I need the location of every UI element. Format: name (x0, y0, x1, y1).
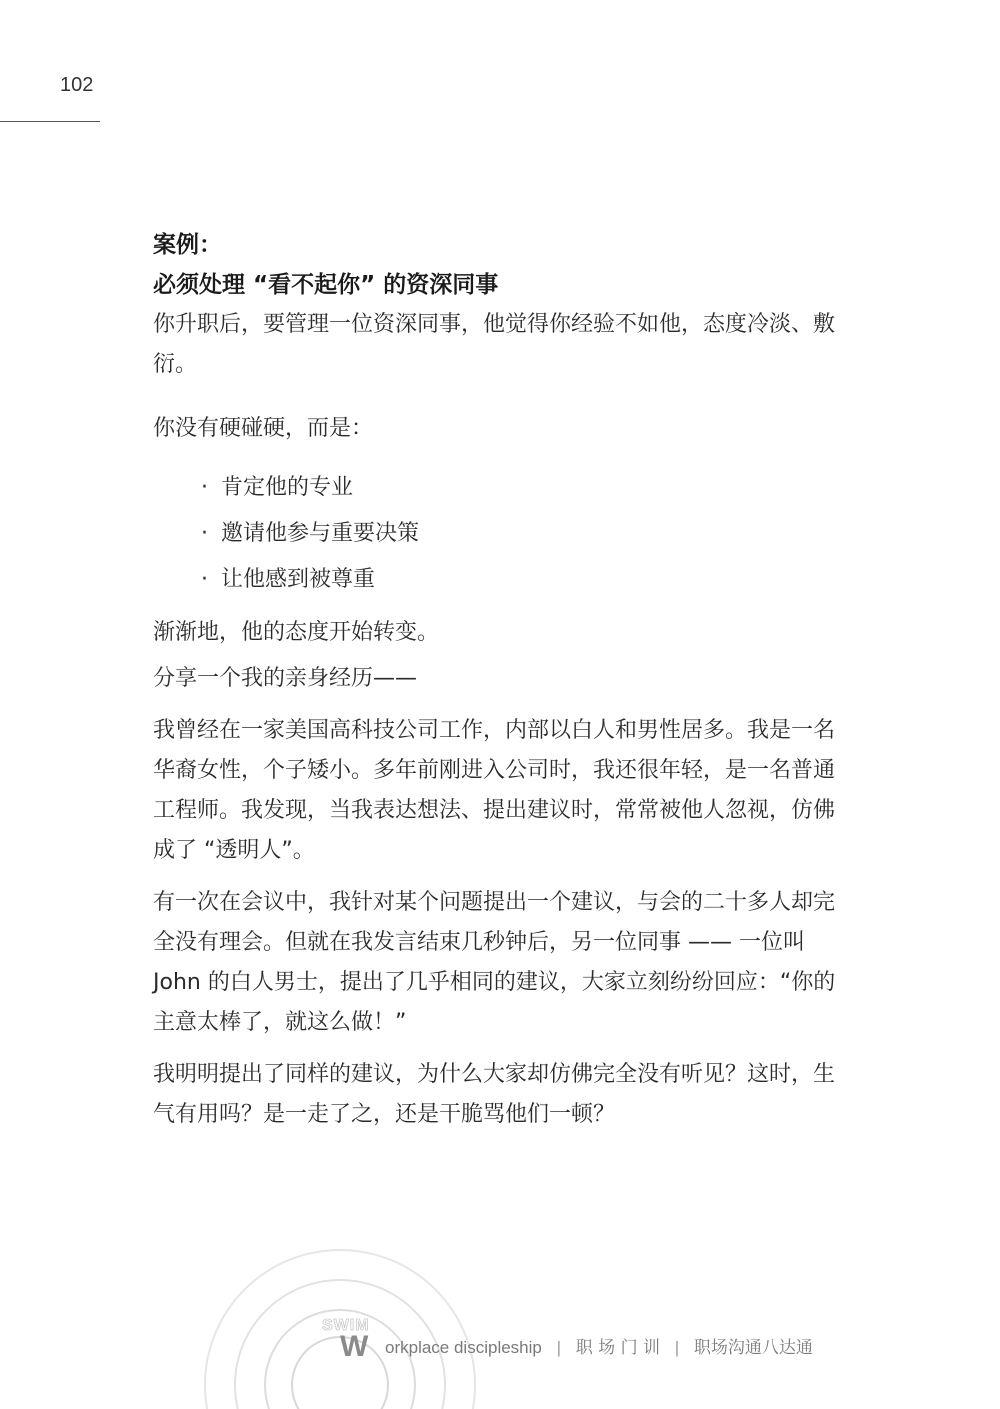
footer-separator: | (674, 1338, 680, 1357)
footer-book-title: 职场沟通八达通 (693, 1338, 813, 1358)
case-outcome: 渐渐地，他的态度开始转变。 (153, 620, 440, 645)
approach-intro: 你没有硬碰硬，而是： (153, 416, 374, 441)
case-intro: 你升职后，要管理一位资深同事，他觉得你经验不如他，态度冷淡、敷衍。 (153, 312, 836, 377)
footer-tagline: orkplace discipleship (385, 1338, 542, 1357)
footer-series: 职 场 门 训 (575, 1338, 660, 1358)
list-item: · 邀请他参与重要决策 (201, 511, 843, 557)
header-rule (0, 121, 100, 122)
bullet-dot-icon: · (201, 567, 208, 592)
footer-line (385, 1333, 813, 1358)
list-item: · 让他感到被尊重 (201, 557, 843, 603)
logo-big-letter: W (340, 1330, 369, 1360)
story-paragraph-2: 有一次在会议中，我针对某个问题提出一个建议，与会的二十多人却完全没有理会。但就在我发言结束几秒钟后，另一位同事 —— 一位叫 John 的白人男士，提出了几乎相同的建议，大家立刻纷纷回应：“你的主意太棒了，就这么做！” (153, 890, 836, 1035)
footer-separator: | (556, 1338, 562, 1357)
case-title: 必须处理 “看不起你” 的资深同事 (153, 272, 499, 298)
bullet-dot-icon: · (201, 521, 208, 546)
story-paragraph-3: 我明明提出了同样的建议，为什么大家却仿佛完全没有听见？这时，生气有用吗？是一走了之，还是干脆骂他们一顿？ (153, 1062, 836, 1127)
page-number: 102 (60, 74, 94, 96)
logo-letters: SWIM (322, 1317, 370, 1334)
case-label: 案例： (153, 232, 222, 258)
story-lead: 分享一个我的亲身经历—— (153, 666, 418, 691)
list-item: · 肯定他的专业 (201, 465, 843, 511)
main-content (153, 225, 843, 1135)
swim-logo (320, 1312, 390, 1360)
approach-list (153, 465, 843, 603)
bullet-dot-icon: · (201, 475, 208, 500)
story-paragraph-1: 我曾经在一家美国高科技公司工作，内部以白人和男性居多。我是一名华裔女性，个子矮小。多年前刚进入公司时，我还很年轻，是一名普通工程师。我发现，当我表达想法、提出建议时，常常被他人忽视，仿佛成了 “透明人”。 (153, 718, 836, 863)
